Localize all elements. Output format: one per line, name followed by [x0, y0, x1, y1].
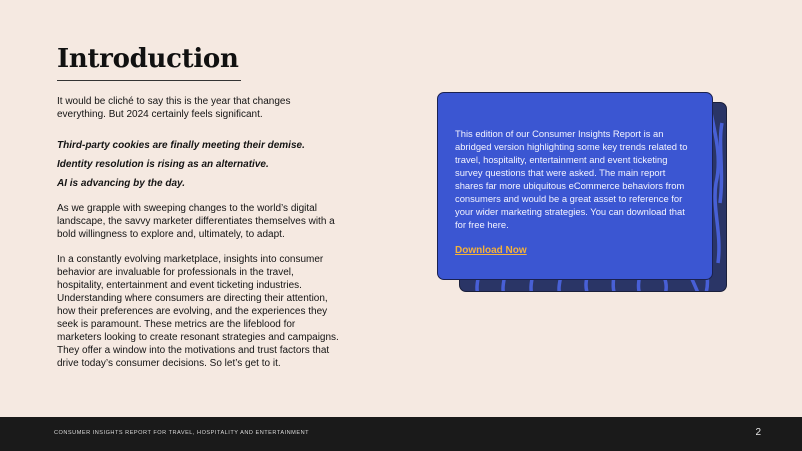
footer-bar — [0, 417, 802, 451]
intro-paragraph-3: In a constantly evolving marketplace, insights into consumer behavior are invaluable for professionals in the travel, hospitality, entertainment and event ticketing industries. Understanding where consumers are directing their attention, how their preferences are evolving, and the experiences they seek is paramount. These metrics are the lifeblood for marketers looking to create resonant strategies and campaigns. They offer a window into the motivations and trust factors that drive today’s consumer decisions. So let’s get to it. — [57, 254, 339, 369]
title-divider — [57, 80, 241, 81]
page-number: 2 — [755, 427, 761, 438]
intro-column — [57, 95, 339, 370]
intro-paragraph-2: As we grapple with sweeping changes to the world’s digital landscape, the savvy marketer differentiates themselves with a bold willingness to explore and, ultimately, to adapt. — [57, 203, 335, 240]
intro-paragraph-1: It would be cliché to say this is the year that changes everything. But 2024 certainly feels significant. — [57, 96, 291, 120]
emphasis-line-2: Identity resolution is rising as an alternative. — [57, 159, 269, 170]
download-now-link[interactable]: Download Now — [455, 245, 527, 256]
emphasis-line-1: Third-party cookies are finally meeting their demise. — [57, 140, 305, 151]
emphasis-line-3: AI is advancing by the day. — [57, 178, 185, 189]
callout-card — [437, 92, 713, 280]
callout-box — [437, 92, 727, 292]
footer-report-title: CONSUMER INSIGHTS REPORT FOR TRAVEL, HOSPITALITY AND ENTERTAINMENT — [54, 430, 310, 436]
page-title: Introduction — [57, 44, 239, 74]
callout-text: This edition of our Consumer Insights Report is an abridged version highlighting some key trends related to travel, hospitality, entertainment and event ticketing survey questions that were asked. The main report shares far more ubiquitous eCommerce behaviors from consumers and would be a great asset to reference for your wider marketing strategies. You can download that for free here. — [455, 128, 688, 230]
